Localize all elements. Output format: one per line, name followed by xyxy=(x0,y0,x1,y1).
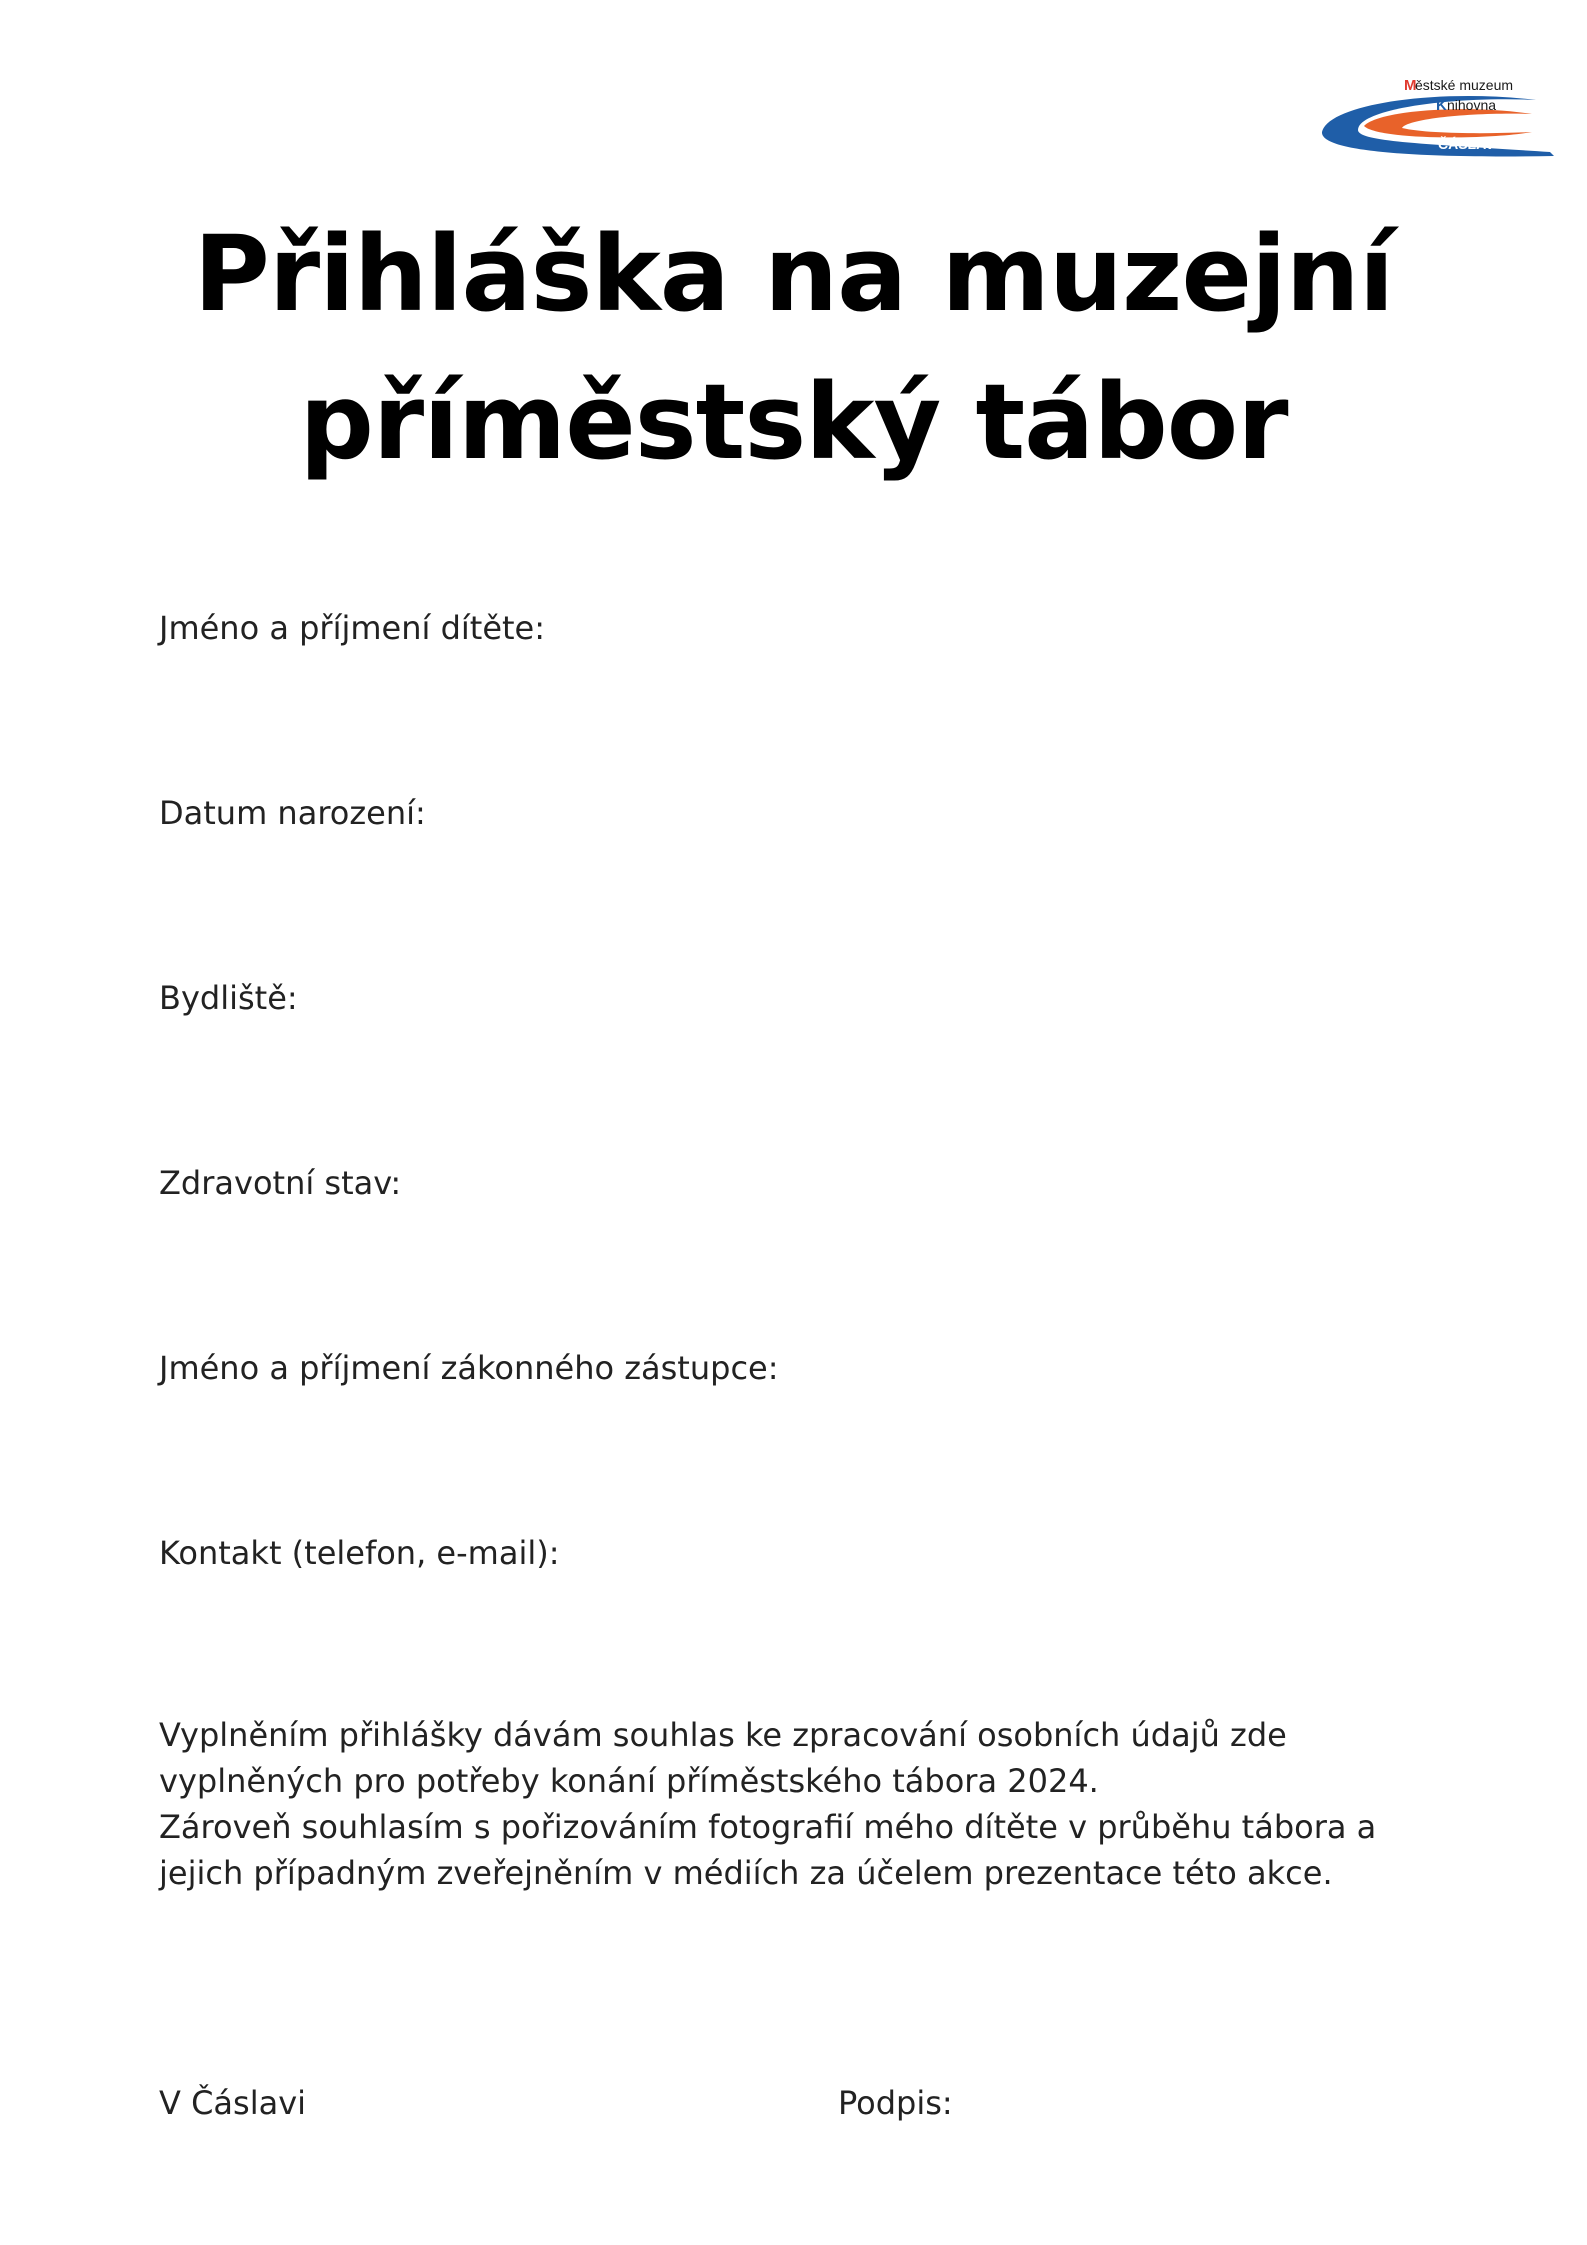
svg-text:ěstské muzeum: ěstské muzeum xyxy=(1415,77,1514,93)
consent-text xyxy=(159,1712,1439,1896)
page-title xyxy=(0,200,1587,496)
consent-paragraph-2: Zároveň souhlasím s pořizováním fotografií mého dítěte v průběhu tábora a jejich případným zveřejněním v médiích za účelem prezentace této akce. xyxy=(159,1808,1377,1892)
museum-logo xyxy=(1318,74,1558,160)
residence-label: Bydliště: xyxy=(159,979,298,1017)
place-label: V Čáslavi xyxy=(159,2084,307,2122)
guardian-name-label: Jméno a příjmení zákonného zástupce: xyxy=(159,1349,779,1387)
consent-paragraph-1: Vyplněním přihlášky dávám souhlas ke zpracování osobních údajů zde vyplněných pro potřeby konání příměstského tábora 2024. xyxy=(159,1716,1287,1800)
museum-logo-graphic xyxy=(1318,74,1558,160)
svg-text:ČÁSLAV: ČÁSLAV xyxy=(1438,136,1495,152)
svg-text:nihovna: nihovna xyxy=(1447,97,1497,113)
birth-date-label: Datum narození: xyxy=(159,794,426,832)
svg-text:K: K xyxy=(1436,97,1447,114)
signature-label: Podpis: xyxy=(838,2084,953,2122)
child-name-label: Jméno a příjmení dítěte: xyxy=(159,609,546,647)
page-title-line-2: příměstský tábor xyxy=(299,361,1288,483)
svg-text:M: M xyxy=(1404,77,1417,94)
contact-label: Kontakt (telefon, e-mail): xyxy=(159,1534,560,1572)
health-status-label: Zdravotní stav: xyxy=(159,1164,402,1202)
page-title-line-1: Přihláška na muzejní xyxy=(193,213,1394,335)
